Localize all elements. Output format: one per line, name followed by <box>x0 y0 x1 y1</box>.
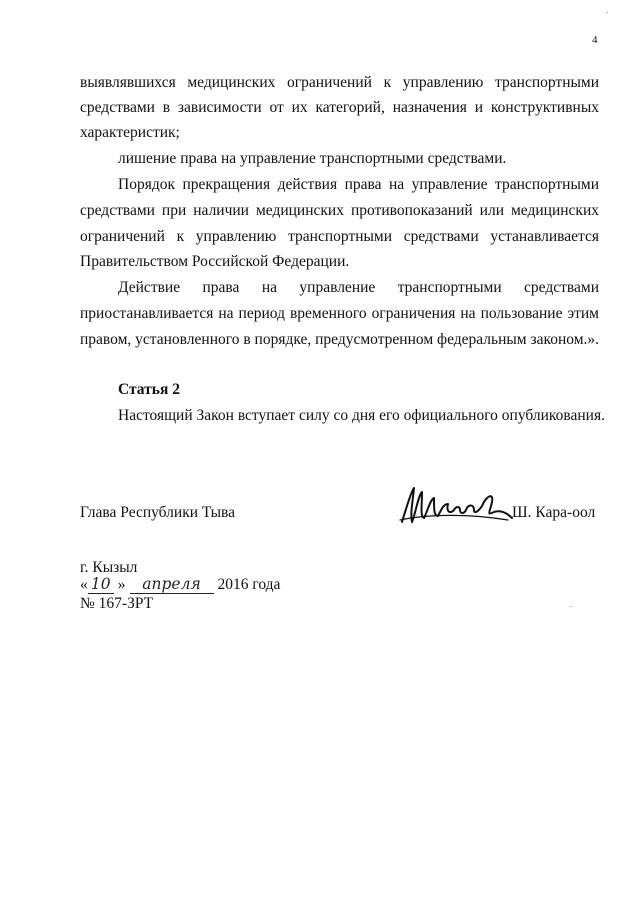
date-month: апреля <box>130 575 214 594</box>
date-year: 2016 года <box>217 576 281 593</box>
paragraph-line: Действие права на управление транспортными средствами <box>118 279 599 296</box>
paragraph-line: средствами при наличии медицинских противопоказаний или медицинских <box>80 202 599 219</box>
paragraph-line: приостанавливается на период временного ограничения на пользование этим <box>80 305 599 322</box>
page-number: 4 <box>592 34 598 46</box>
date-day: 10 <box>88 575 114 594</box>
signatory-name: Ш. Кара-оол <box>512 504 596 521</box>
scan-speck <box>606 12 608 13</box>
paragraph-line: Порядок прекращения действия права на управление транспортными <box>118 176 599 193</box>
date-open-quote: « <box>80 576 88 593</box>
law-number: № 167-ЗРТ <box>80 595 154 612</box>
paragraph-line: ограничений к управлению транспортными средствами устанавливается <box>80 228 599 245</box>
paragraph-line: лишение права на управление транспортными средствами. <box>118 150 507 167</box>
scan-speck <box>570 606 572 607</box>
article-heading: Статья 2 <box>118 381 180 398</box>
handwritten-signature <box>398 482 516 530</box>
paragraph-line: выявлявшихся медицинских ограничений к управлению транспортными <box>80 74 599 91</box>
paragraph-line: правом, установленного в порядке, предусмотренном федеральным законом.». <box>80 331 600 348</box>
paragraph-line: средствами в зависимости от их категорий, назначения и конструктивных <box>80 99 599 116</box>
paragraph-line: характеристик; <box>80 124 180 141</box>
date-close-quote: » <box>117 576 126 593</box>
city: г. Кызыл <box>80 559 138 576</box>
date-line <box>80 575 280 594</box>
article-text: Настоящий Закон вступает силу со дня его официального опубликования. <box>118 407 605 424</box>
paragraph-line: Правительством Российской Федерации. <box>80 253 350 270</box>
signatory-title: Глава Республики Тыва <box>80 504 236 521</box>
